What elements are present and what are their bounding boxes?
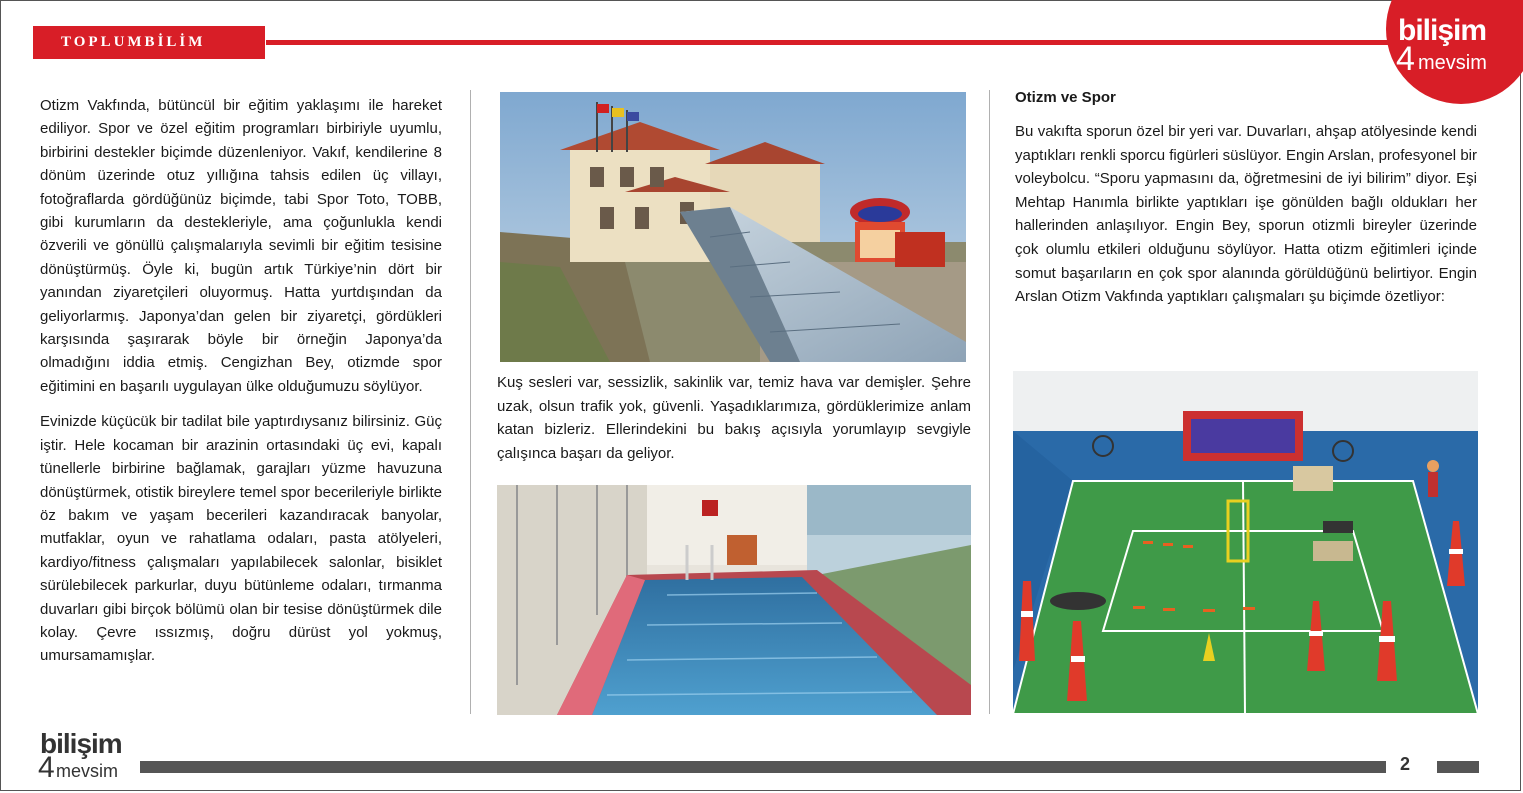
column-left [40,94,442,680]
section-heading: Otizm ve Spor [1015,89,1116,106]
column-right [1015,86,1477,321]
page-number: 2 [1400,754,1411,774]
header-logo-number: 4 [1396,40,1415,78]
footer-logo-number: 4 [38,751,55,784]
photo-building [500,92,966,362]
footer-rule [140,761,1386,773]
footer-rule-end [1437,761,1479,773]
footer-logo-word: mevsim [56,761,118,781]
photo-gym [1013,371,1478,714]
paragraph: Evinizde küçücük bir tadilat bile yaptırdıysanız bilirsiniz. Güç iştir. Hele kocaman bir arazinin ortasındaki üç evi, kapalı tünellerle birbirine bağlamak, garajları yüzme havuzuna dönüştürmek, otistik bireylere temel spor becerileriyle birlikte öz bakım ve yaşam becerileri kazandıracak banyolar, mutfaklar, oyun ve rahatlama odaları, pasta atölyeleri, kardiyo/fitness çalışmaları yapılabilecek salonlar, bisiklet sürülebilecek parkurlar, duyu bütünleme odaları, tırmanma duvarları gibi birçok bölümü olan bir tesise dönüştürmek dile kolay. Çevre ıssızmış, doğru dürüst yol yokmuş, umursamamışlar. [40,413,442,665]
photo-pool [497,485,971,715]
column-divider [470,90,471,714]
header-logo-brand: bilişim [1398,14,1487,47]
header-rule [266,40,1396,45]
paragraph: Bu vakıfta sporun özel bir yeri var. Duvarları, ahşap atölyesinde kendi yaptıkları renkli sporcu figürleri süslüyor. Engin Arslan, profesyonel bir voleybolcu. “Sporu yapmasını da, öğretmesini de iyi bilirim” diyor. Eşi Mehtap Hanımla birlikte yaptıkları işe gönülden bağlı oldukları her hallerinden anlaşılıyor. Engin Bey, sporun otizmli bireyler üzerinde çok olumlu etkileri olduğunu söylüyor. Hatta otizm eğitimleri içinde somut başarıların en çok spor alanında görüldüğünü belirtiyor. Engin Arslan Otizm Vakfında yaptıkları çalışmaları şu biçimde özetliyor: [1015,123,1477,306]
column-middle [497,371,971,477]
header-logo-word: mevsim [1418,52,1487,74]
section-label: TOPLUMBİLİM [33,26,265,59]
column-divider [989,90,990,714]
paragraph: Kuş sesleri var, sessizlik, sakinlik var, temiz hava var demişler. Şehre uzak, olsun trafik yok, güvenli. Yaşadıklarımıza, gördüklerimize anlam katan bizleriz. Ellerindekini bu bakış açısıyla yorumlayıp sevgiyle çalışınca başarı da geliyor. [497,374,971,462]
footer-logo-brand: bilişim [40,728,122,759]
paragraph: Otizm Vakfında, bütüncül bir eğitim yaklaşımı ile hareket ediliyor. Spor ve özel eğitim programları birbiriyle uyumlu, birbirini destekler biçimde düzenleniyor. Vakıf, kendilerine 8 dönüm üzerinde otuz yıllığına tahsis edilen üç villayı, fotoğraflarda gördüğünüz biçimde, tabi Spor Toto, TOBB, gibi kurumların da destekleriyle, ama çoğunlukla kendi özverili ve gönüllü çalışmalarıyla sevimli bir eğitim tesisine dönüştürmüş. Öyle ki, bugün artık Türkiye’nin dört bir yanından ziyaretçileri oluyormuş. Hatta yurtdışından da geliyorlarmış. Japonya’dan gelen bir ziyaretçi, gördükleri karşısında şaşırarak böyle bir örneğin Japonya’da olmadığını iddia etmiş. Cengizhan Bey, otizmde spor eğitimini en başarılı uygulayan ülke olduğumuzu söylüyor. [40,97,442,395]
